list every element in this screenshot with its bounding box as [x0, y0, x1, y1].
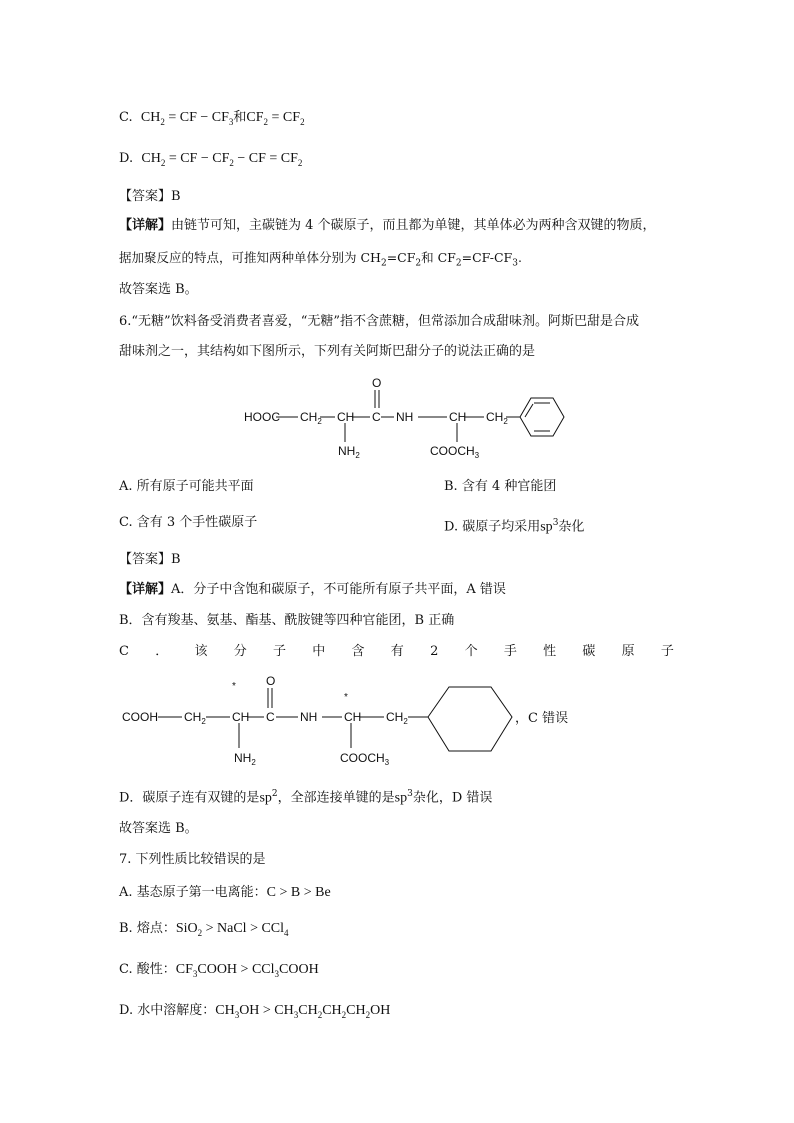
struct-nh2: $NH_2$: [338, 444, 360, 460]
struct-ch2: $CH_2$: [300, 410, 322, 426]
struct2-o: O: [266, 674, 276, 688]
q6-stem-line1: 6.“无糖”饮料备受消费者喜爱，“无糖”指不含蔗糖，但常添加合成甜味剂。阿斯巴甜是合成: [119, 314, 639, 329]
benzene-ring-2: [428, 687, 512, 751]
q6-answer: 【答案】B: [119, 552, 181, 567]
q5-option-d: D. $CH_2$ = CF − $CF_2$ − CF = $CF_2$: [119, 151, 303, 168]
struct-ch: CH: [337, 410, 355, 424]
struct2-ch-b: CH: [344, 710, 362, 724]
q6-option-b: B. 含有 4 种官能团: [444, 479, 557, 494]
q7-option-c: C. 酸性：$CF_3COOH$ > CCl$_3$COOH: [119, 962, 319, 979]
q5-detail-line1: 【详解】由链节可知，主碳链为 4 个碳原子，而且都为单键，其单体必为两种含双键的物质，: [119, 218, 656, 233]
struct2-c: C: [266, 710, 275, 724]
q6-c-tail: ，C 错误: [515, 711, 569, 726]
struct2-nh: NH: [300, 710, 318, 724]
q6-option-d: D. 碳原子均采用$sp^3$杂化: [444, 518, 585, 535]
q6-detail-c: C ． 该 分 子 中 含 有 2 个 手 性 碳 原 子: [119, 644, 674, 659]
q6-detail-a: 【详解】A．分子中含饱和碳原子，不可能所有原子共平面，A 错误: [119, 582, 506, 597]
q7-stem: 7. 下列性质比较错误的是: [119, 852, 266, 867]
q6-stem-line2: 甜味剂之一，其结构如下图所示，下列有关阿斯巴甜分子的说法正确的是: [119, 344, 536, 359]
struct2-ch: CH: [232, 710, 250, 724]
struct-cooch3: $COOCH_3$: [430, 444, 480, 460]
struct2-ch2: $CH_2$: [184, 710, 206, 726]
struct2-cooch3: $COOCH_3$: [340, 751, 390, 767]
q6-detail-b: B．含有羧基、氨基、酯基、酰胺键等四种官能团，B 正确: [119, 613, 455, 628]
q7-option-a: A. 基态原子第一电离能：C > B > Be: [119, 885, 331, 900]
benzene-ring: [520, 398, 564, 436]
struct-ch2-b: $CH_2$: [486, 410, 508, 426]
q7-option-d: D. 水中溶解度：$CH_3OH > CH_3CH_2CH_2CH_2OH$: [119, 1003, 391, 1020]
struct-nh: NH: [396, 410, 414, 424]
struct-ch-b: CH: [449, 410, 467, 424]
struct-hooc: HOOC: [244, 410, 280, 424]
q5-answer: 【答案】B: [119, 189, 181, 204]
q6-option-c: C. 含有 3 个手性碳原子: [119, 515, 258, 530]
struct2-nh2: $NH_2$: [234, 751, 256, 767]
chiral-star-2: *: [344, 692, 348, 703]
q5-option-c: C. $CH_2$ = CF − $CF_3$和$CF_2 = CF_2$: [119, 110, 305, 127]
aspartame-structure: [230, 370, 570, 466]
chiral-structure: [118, 672, 518, 772]
q6-option-a: A. 所有原子可能共平面: [119, 479, 254, 494]
chiral-star-1: *: [232, 681, 236, 692]
q6-detail-d: D．碳原子连有双键的是$sp^2$，全部连接单键的是$sp^3$杂化，D 错误: [119, 789, 493, 806]
struct-o: O: [372, 376, 382, 390]
q6-conclusion: 故答案选 B。: [119, 821, 198, 836]
struct-c: C: [372, 410, 381, 424]
q5-detail-line2: 据加聚反应的特点，可推知两种单体分别为 $CH_2=CF_2$和 $CF_2=CF-CF_3$.: [119, 250, 522, 269]
q5-conclusion: 故答案选 B。: [119, 282, 198, 297]
struct2-ch2-b: $CH_2$: [386, 710, 408, 726]
q7-option-b: B. 熔点：SiO$_2$ > NaCl > CCl$_4$: [119, 921, 289, 938]
struct2-cooh: COOH: [122, 710, 158, 724]
